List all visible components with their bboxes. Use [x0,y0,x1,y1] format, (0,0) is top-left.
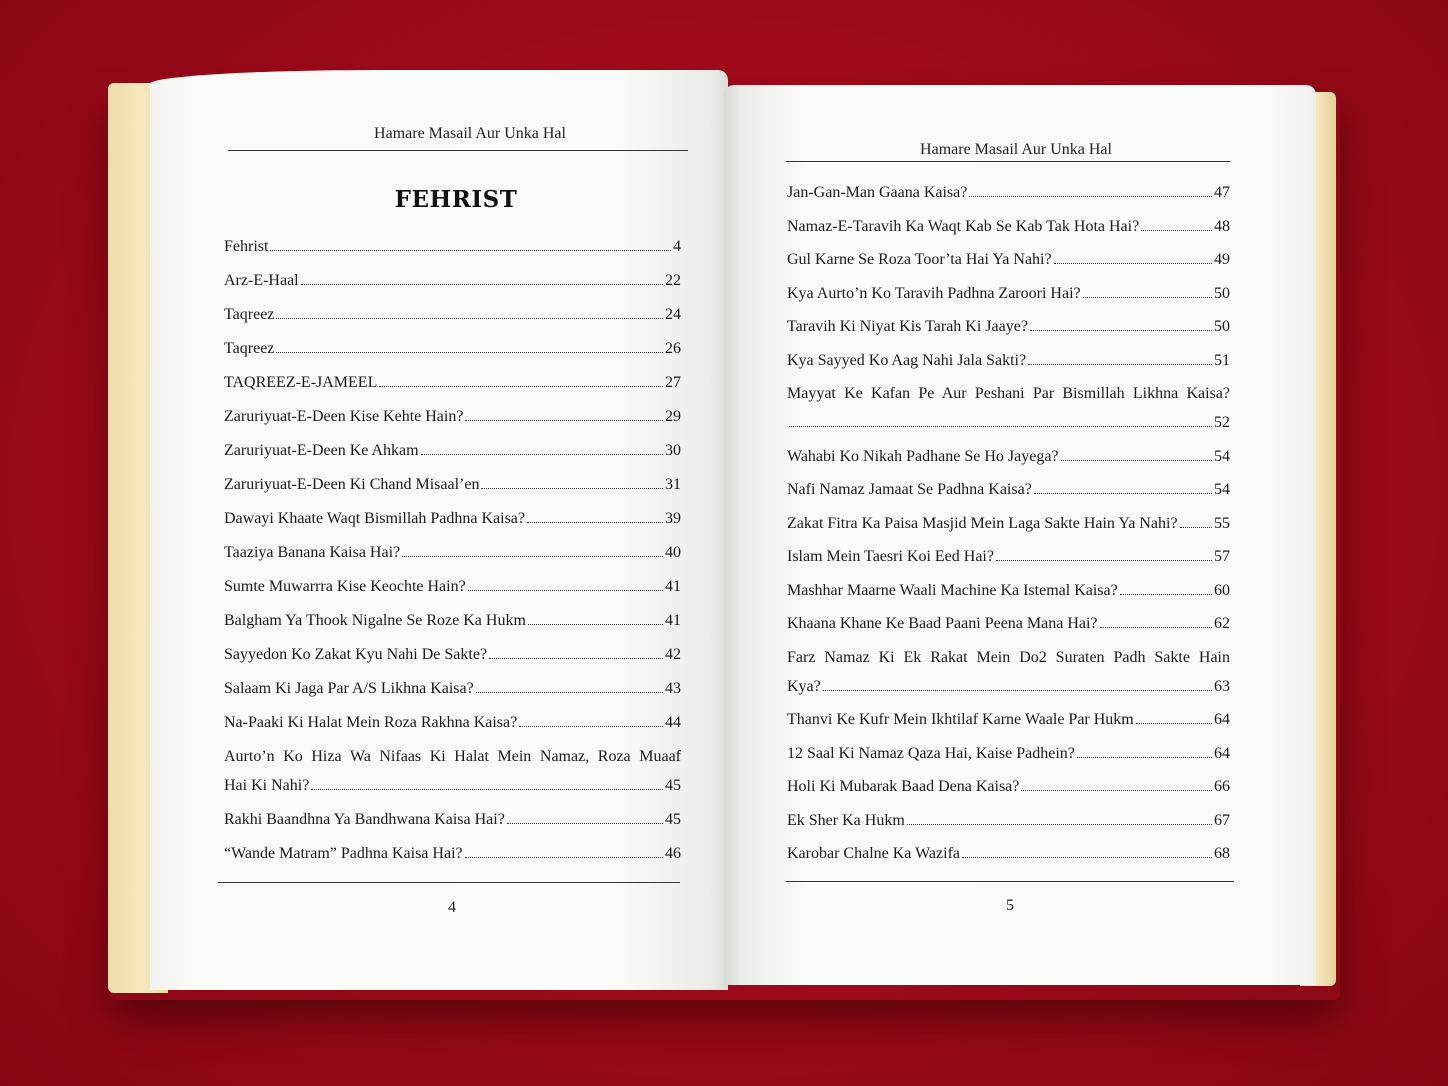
toc-entry-title: Na-Paaki Ki Halat Mein Roza Rakhna Kaisa? [224,714,518,731]
right-page-number: 5 [1006,897,1014,914]
dot-leader [1061,459,1212,461]
toc-entry-title: Farz Namaz Ki Ek Rakat Mein Do2 Suraten Padh Sakte Hain [787,648,1230,666]
toc-entry [787,515,1230,533]
toc-entry-title: Sumte Muwarrra Kise Keochte Hain? [224,578,466,595]
toc-entry-page-number: 29 [665,408,681,425]
dot-leader [1083,296,1212,298]
toc-entry-title: Rakhi Baandhna Ya Bandhwana Kaisa Hai? [224,811,505,828]
toc-entry-page-number: 42 [665,646,681,663]
toc-entry-title: Gul Karne Se Roza Toor’ta Hai Ya Nahi? [787,251,1052,268]
dot-leader [1136,722,1212,724]
toc-entry-page-number: 50 [1214,284,1230,302]
dot-leader [476,691,663,693]
toc-entry-page-number: 52 [1214,414,1230,431]
toc-entry-title: Arz-E-Haal [224,272,299,289]
toc-entry [787,615,1230,633]
dot-leader [1077,756,1212,758]
dot-leader [996,559,1212,561]
toc-entry-page-number: 45 [665,811,681,828]
toc-entry-page-number: 30 [665,442,681,459]
toc-entry-page-number: 51 [1214,351,1230,369]
toc-entry-page-number: 27 [665,374,681,391]
toc-entry [787,845,1230,863]
toc-entry-title: Zaruriyuat-E-Deen Kise Kehte Hain? [224,408,464,425]
toc-entry-page-number: 64 [1214,744,1230,762]
toc-entry [224,748,681,795]
toc-entry-page-number: 47 [1214,184,1230,201]
toc-entry-title-continued: Kya? [787,677,821,695]
dot-leader [1021,789,1212,791]
toc-entry-page-number: 40 [665,544,681,561]
toc-entry [787,352,1230,370]
dot-leader [789,425,1212,427]
toc-entry-page-number: 64 [1214,711,1230,728]
toc-entry [224,544,681,562]
toc-entry-title: Sayyedon Ko Zakat Kyu Nahi De Sakte? [224,646,488,663]
toc-entry [224,340,681,358]
toc-entry [224,612,681,630]
toc-entry-title: Thanvi Ke Kufr Mein Ikhtilaf Karne Waale Par Hukm [787,711,1134,728]
dot-leader [489,657,663,659]
toc-entry-page-number: 62 [1214,615,1230,632]
dot-leader [1141,229,1212,231]
toc-entry [224,714,681,732]
toc-entry [224,578,681,596]
dot-leader [1030,329,1212,331]
dot-leader [465,856,663,858]
dot-leader [481,487,663,489]
dot-leader [527,521,663,523]
toc-entry-title: Fehrist [224,238,269,255]
dot-leader [276,317,663,319]
toc-entry [787,745,1230,763]
toc-entry [787,318,1230,336]
toc-entry [787,812,1230,830]
toc-entry [787,251,1230,269]
left-header-rule [228,150,688,151]
toc-entry-page-number: 55 [1214,514,1230,532]
dot-leader [379,385,663,387]
dot-leader [301,283,663,285]
left-page-number: 4 [448,899,456,916]
dot-leader [969,195,1212,197]
table-of-contents-right [787,184,1230,879]
toc-entry-title: Taravih Ki Niyat Kis Tarah Ki Jaaye? [787,318,1028,335]
toc-entry-page-number: 45 [665,777,681,794]
toc-entry [224,442,681,460]
toc-entry-title: Salaam Ki Jaga Par A/S Likhna Kaisa? [224,680,474,697]
toc-entry-page-number: 41 [665,578,681,595]
dot-leader [1100,626,1212,628]
toc-entry-title: 12 Saal Ki Namaz Qaza Hai, Kaise Padhein? [787,744,1075,762]
toc-entry-page-number: 57 [1214,548,1230,565]
toc-entry-title: Taqreez [224,306,275,323]
toc-entry [224,510,681,528]
toc-entry [787,778,1230,796]
toc-entry-title: Taqreez [224,340,275,357]
toc-entry [787,711,1230,729]
toc-entry-page-number: 22 [665,272,681,289]
dot-leader [1054,262,1212,264]
toc-entry-title: Balgham Ya Thook Nigalne Se Roze Ka Hukm [224,612,526,629]
toc-entry-page-number: 24 [665,306,681,323]
toc-entry-title: Aurto’n Ko Hiza Wa Nifaas Ki Halat Mein Namaz, Roza Muaaf [224,748,681,765]
toc-entry-title: TAQREEZ-E-JAMEEL [224,374,378,391]
dot-leader [468,589,663,591]
dot-leader [276,351,663,353]
toc-entry-page-number: 48 [1214,217,1230,235]
toc-entry-page-number: 26 [665,340,681,357]
toc-entry [787,481,1230,499]
dot-leader [1028,363,1212,365]
dot-leader [507,822,663,824]
toc-entry-title: Wahabi Ko Nikah Padhane Se Ho Jayega? [787,447,1059,465]
toc-entry-page-number: 68 [1214,845,1230,862]
toc-entry [224,306,681,324]
toc-entry-title: Taaziya Banana Kaisa Hai? [224,544,401,561]
dot-leader [1034,492,1212,494]
toc-entry-title: “Wande Matram” Padhna Kaisa Hai? [224,845,463,862]
toc-entry-page-number: 43 [665,680,681,697]
left-page [150,70,728,990]
toc-entry-page-number: 54 [1214,481,1230,498]
toc-entry-title: Zakat Fitra Ka Paisa Masjid Mein Laga Sakte Hain Ya Nahi? [787,514,1178,532]
toc-entry-title: Holi Ki Mubarak Baad Dena Kaisa? [787,778,1020,795]
dot-leader [421,453,663,455]
dot-leader [519,725,663,727]
dot-leader [311,788,663,790]
toc-entry-title: Mashhar Maarne Waali Machine Ka Istemal Kaisa? [787,581,1118,599]
right-running-head: Hamare Masail Aur Unka Hal [920,141,1112,158]
right-footer-rule [786,881,1234,882]
toc-entry-title: Ek Sher Ka Hukm [787,811,905,829]
table-of-contents-left [224,238,681,879]
toc-entry-title: Zaruriyuat-E-Deen Ki Chand Misaal’en [224,476,480,493]
toc-entry [224,408,681,426]
toc-entry [787,218,1230,236]
toc-entry-page-number: 60 [1214,581,1230,599]
toc-entry [787,285,1230,303]
toc-entry [224,272,681,290]
dot-leader [1180,526,1212,528]
toc-entry-title-continued: Hai Ki Nahi? [224,777,310,794]
dot-leader [962,856,1212,858]
toc-entry [787,649,1230,696]
toc-entry [787,385,1230,432]
toc-entry-title: Kya Sayyed Ko Aag Nahi Jala Sakti? [787,351,1027,369]
toc-entry-title: Dawayi Khaate Waqt Bismillah Padhna Kaisa? [224,510,525,527]
toc-entry-page-number: 63 [1214,677,1230,695]
right-header-rule [786,161,1230,162]
toc-entry-title: Nafi Namaz Jamaat Se Padhna Kaisa? [787,481,1032,498]
toc-entry-title: Zaruriyuat-E-Deen Ke Ahkam [224,442,419,459]
toc-entry-page-number: 54 [1214,447,1230,465]
toc-entry [787,548,1230,566]
dot-leader [465,419,663,421]
toc-entry [787,582,1230,600]
toc-entry-page-number: 50 [1214,318,1230,335]
toc-entry-page-number: 44 [665,714,681,731]
dot-leader [907,823,1212,825]
toc-entry-page-number: 4 [673,238,681,255]
dot-leader [402,555,663,557]
toc-entry-page-number: 46 [665,845,681,862]
toc-entry-title: Khaana Khane Ke Baad Paani Peena Mana Hai? [787,615,1098,632]
page-title: FEHRIST [394,186,518,213]
left-running-head: Hamare Masail Aur Unka Hal [374,125,566,142]
toc-entry [224,476,681,494]
toc-entry-title: Jan-Gan-Man Gaana Kaisa? [787,184,968,201]
toc-entry-page-number: 66 [1214,778,1230,795]
left-footer-rule [218,882,680,883]
toc-entry-page-number: 39 [665,510,681,527]
toc-entry-title: Kya Aurto’n Ko Taravih Padhna Zaroori Hai? [787,284,1081,302]
dot-leader [270,249,671,251]
toc-entry [224,845,681,863]
dot-leader [1120,593,1212,595]
toc-entry [224,646,681,664]
toc-entry [787,184,1230,202]
toc-entry-page-number: 49 [1214,251,1230,268]
toc-entry-page-number: 67 [1214,811,1230,829]
toc-entry [224,811,681,829]
toc-entry-title: Karobar Chalne Ka Wazifa [787,845,960,862]
toc-entry [224,238,681,256]
dot-leader [528,623,663,625]
toc-entry-title: Islam Mein Taesri Koi Eed Hai? [787,548,994,565]
right-page [724,85,1316,985]
toc-entry [224,374,681,392]
toc-entry-page-number: 41 [665,612,681,629]
toc-entry-page-number: 31 [665,476,681,493]
dot-leader [823,689,1212,691]
toc-entry [787,448,1230,466]
toc-entry [224,680,681,698]
toc-entry-title: Mayyat Ke Kafan Pe Aur Peshani Par Bismillah Likhna Kaisa? [787,385,1230,402]
toc-entry-title: Namaz-E-Taravih Ka Waqt Kab Se Kab Tak Hota Hai? [787,217,1140,235]
